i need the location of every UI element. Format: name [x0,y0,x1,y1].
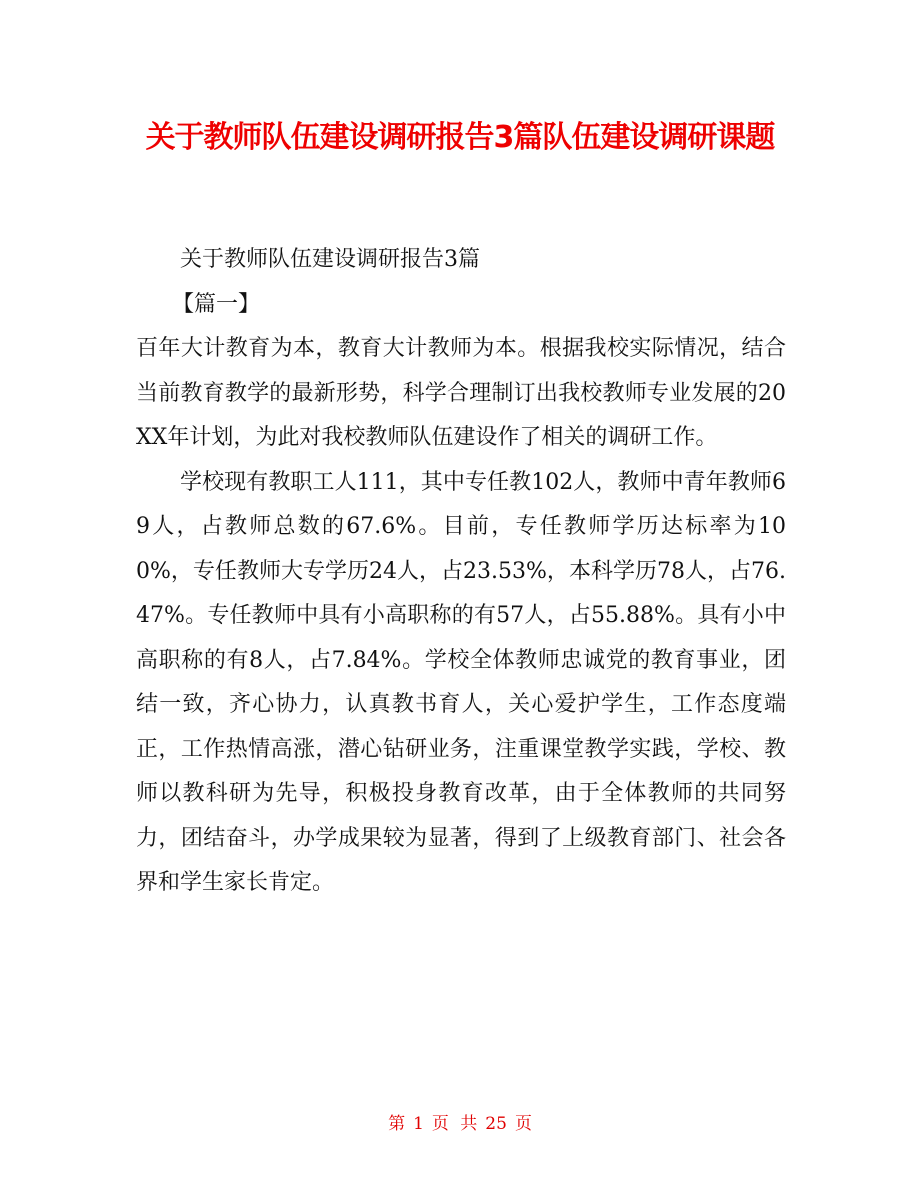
footer-suffix: 页 [514,1114,532,1134]
paragraph-staff-stats: 学校现有教职工人111，其中专任教102人，教师中青年教师69人，占教师总数的67.6%。目前，专任教师学历达标率为100%，专任教师大专学历24人，占23.53%，本科学历78人，占76.47%。专任教师中具有小高职称的有57人，占55.88%。具有小中高职称的有8人，占7.84%。学校全体教师忠诚党的教育事业，团结一致，齐心协力，认真教书育人，关心爱护学生，工作态度端正，工作热情高涨，潜心钻研业务，注重课堂教学实践，学校、教师以教科研为先导，积极投身教育改革，由于全体教师的共同努力，团结奋斗，办学成果较为显著，得到了上级教育部门、社会各界和学生家长肯定。 [136,469,786,895]
document-subtitle: 关于教师队伍建设调研报告3篇 [180,247,480,272]
footer-mid: 页 共 [431,1114,478,1134]
paragraph-intro: 百年大计教育为本，教育大计教师为本。根据我校实际情况，结合当前教育教学的最新形势，科学合理制订出我校教师专业发展的20XX年计划，为此对我校教师队伍建设作了相关的调研工作。 [136,336,786,450]
footer-prefix: 第 [388,1114,406,1134]
section-label: 【篇一】 [172,291,261,317]
document-title: 关于教师队伍建设调研报告3篇队伍建设调研课题 [145,120,775,155]
footer-total-pages: 25 [485,1114,507,1134]
footer-current-page: 1 [413,1114,424,1134]
page-footer [0,1111,920,1137]
document-body [136,238,786,906]
